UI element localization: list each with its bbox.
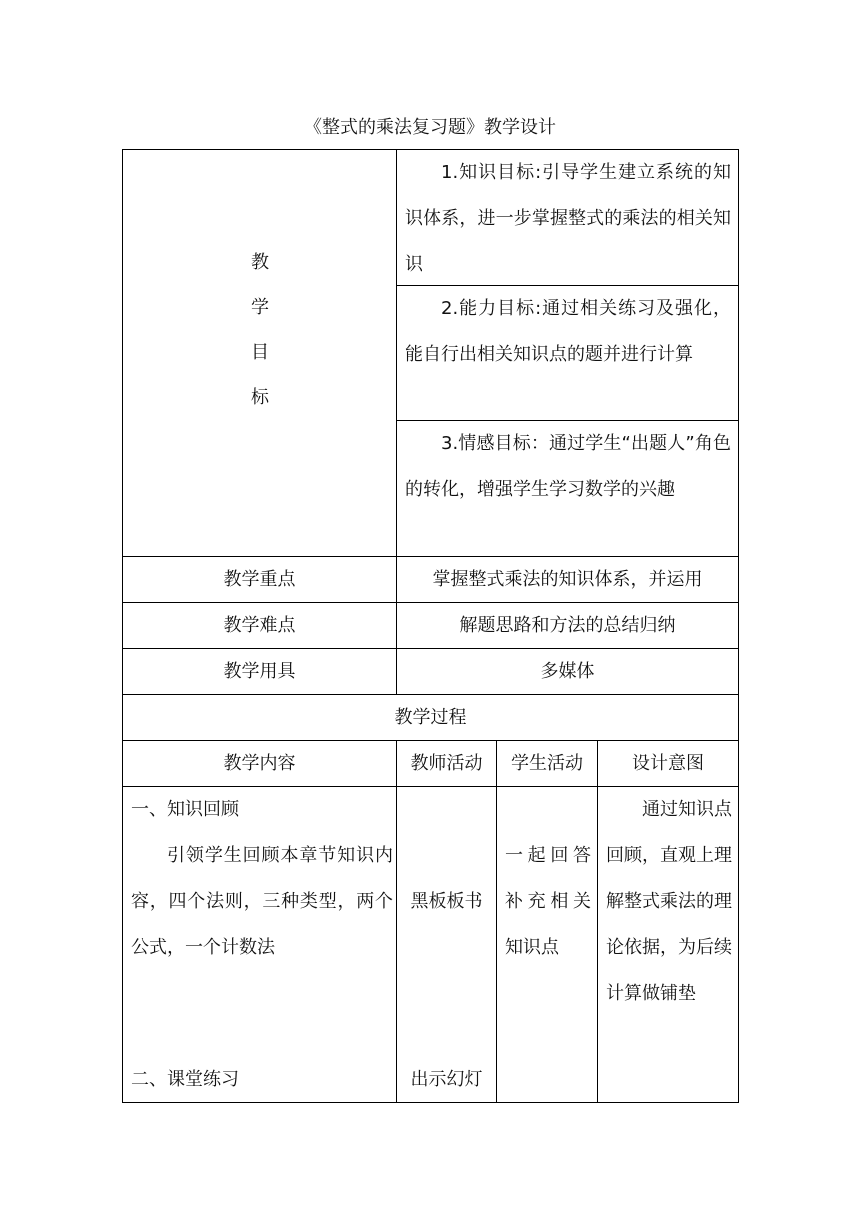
objective-knowledge: 1.知识目标:引导学生建立系统的知识体系，进一步掌握整式的乘法的相关知识: [405, 162, 731, 275]
document-title: 《整式的乘法复习题》教学设计: [304, 117, 556, 138]
column-divider: [597, 740, 598, 1103]
difficulty-label: 教学难点: [223, 615, 296, 636]
teacher-activity-2: 出示幻灯: [410, 1069, 483, 1090]
student-activity-1: 一起回答补充相关知识点: [505, 845, 591, 958]
section-2-title: 二、课堂练习: [131, 1069, 239, 1090]
column-divider: [496, 740, 497, 1103]
table-border-right: [738, 149, 739, 1103]
difficulty-value: 解题思路和方法的总结归纳: [459, 615, 676, 636]
objective-ability: 2.能力目标:通过相关练习及强化，能自行出相关知识点的题并进行计算: [405, 298, 731, 365]
key-point-label: 教学重点: [223, 569, 296, 590]
objectives-label-char: 标: [251, 387, 269, 408]
section-1-title: 一、知识回顾: [131, 799, 239, 820]
teacher-activity-1: 黑板板书: [410, 891, 483, 912]
key-point-value: 掌握整式乘法的知识体系，并运用: [432, 569, 703, 590]
design-intent-1: 通过知识点回顾，直观上理解整式乘法的理论依据，为后续计算做铺垫: [606, 799, 732, 1004]
column-header-content: 教学内容: [223, 753, 296, 774]
objectives-label: [124, 240, 396, 420]
tools-value: 多媒体: [540, 661, 595, 682]
column-header-student: 学生活动: [511, 753, 583, 774]
column-header-intent: 设计意图: [632, 753, 704, 774]
section-1-body: 引领学生回顾本章节知识内容，四个法则，三种类型，两个公式，一个计数法: [131, 845, 393, 958]
process-heading: 教学过程: [394, 707, 467, 728]
objectives-label-char: 教: [251, 252, 269, 273]
column-header-teacher: 教师活动: [410, 753, 483, 774]
tools-label: 教学用具: [223, 661, 296, 682]
objective-emotion: 3.情感目标：通过学生“出题人”角色的转化，增强学生学习数学的兴趣: [405, 433, 731, 500]
objectives-label-char: 学: [251, 297, 269, 318]
objectives-label-char: 目: [251, 342, 269, 363]
